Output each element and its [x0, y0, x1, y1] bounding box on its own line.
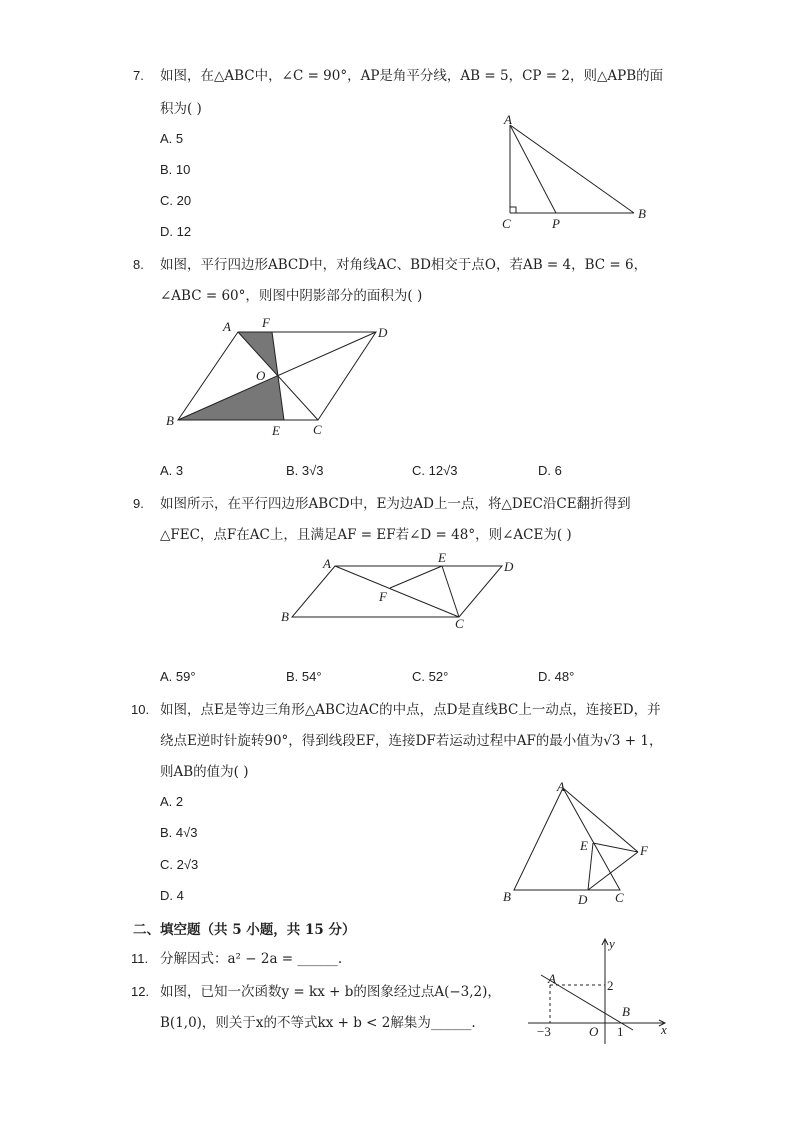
q9-option-d[interactable]: D. 48° — [538, 669, 575, 684]
q10-label-c: C — [615, 890, 624, 905]
q7-stem-line1: 如图，在△ABC中，∠C = 90°，AP是角平分线，AB = 5，CP = 2，则△APB的面 — [160, 68, 664, 84]
q7-label-c: C — [502, 216, 511, 231]
q8-label-f: F — [262, 315, 270, 330]
q12-label-one: 1 — [617, 1024, 624, 1039]
q7-option-d[interactable]: D. 12 — [160, 224, 192, 239]
q9-option-c[interactable]: C. 52° — [412, 669, 449, 684]
q10-label-d: D — [578, 892, 588, 907]
q11-number: 11. — [131, 951, 149, 966]
q9-label-c: C — [455, 616, 464, 631]
q10-stem-line2: 绕点E逆时针旋转90°，得到线段EF，连接DF若运动过程中AF的最小值为√3 + 1， — [160, 733, 663, 749]
q10-label-b: B — [503, 889, 511, 904]
q7-option-b[interactable]: B. 10 — [160, 162, 191, 177]
q12-label-x: x — [661, 1022, 667, 1037]
q8-label-c: C — [313, 422, 322, 437]
q12-number: 12. — [131, 984, 150, 999]
q8-number: 8. — [133, 257, 144, 272]
q8-option-c[interactable]: C. 12√3 — [412, 463, 458, 478]
q10-option-b[interactable]: B. 4√3 — [160, 825, 198, 840]
q10-label-a: A — [557, 779, 565, 794]
q7-label-b: B — [638, 206, 646, 221]
q12-label-y: y — [609, 936, 615, 951]
q9-label-e: E — [438, 550, 446, 565]
q10-label-e: E — [580, 838, 588, 853]
q9-label-b: B — [281, 609, 289, 624]
q9-number: 9. — [133, 496, 144, 511]
q10-stem-line1: 如图，点E是等边三角形△ABC边AC的中点，点D是直线BC上一动点，连接ED，并 — [160, 702, 661, 718]
q10-number: 10. — [131, 702, 150, 717]
q9-option-a[interactable]: A. 59° — [160, 669, 196, 684]
q9-stem-line1: 如图所示，在平行四边形ABCD中，E为边AD上一点，将△DEC沿CE翻折得到 — [160, 496, 631, 512]
q9-label-a: A — [323, 556, 331, 571]
q8-option-d[interactable]: D. 6 — [538, 463, 562, 478]
q7-option-c[interactable]: C. 20 — [160, 193, 192, 208]
q8-label-b: B — [166, 413, 174, 428]
q9-stem-line2: △FEC，点F在AC上，且满足AF = EF若∠D = 48°，则∠ACE为( ) — [160, 527, 572, 543]
q12-label-neg3: −3 — [537, 1024, 551, 1039]
q12-label-o: O — [589, 1024, 599, 1039]
q12-label-b: B — [622, 1004, 630, 1019]
q10-stem-line3: 则AB的值为( ) — [160, 764, 249, 780]
q10-option-d[interactable]: D. 4 — [160, 888, 184, 903]
q8-label-e: E — [272, 423, 280, 438]
q7-stem-line2: 积为( ) — [160, 101, 202, 117]
q8-stem-line1: 如图，平行四边形ABCD中，对角线AC、BD相交于点O，若AB = 4，BC = 6， — [160, 257, 648, 273]
q7-label-a: A — [504, 112, 512, 127]
q8-label-o: O — [256, 368, 266, 383]
q8-option-b[interactable]: B. 3√3 — [286, 463, 324, 478]
q7-number: 7. — [133, 68, 144, 83]
q12-label-two: 2 — [607, 978, 614, 993]
q8-label-d: D — [378, 325, 388, 340]
q8-stem-line2: ∠ABC = 60°，则图中阴影部分的面积为( ) — [160, 288, 423, 304]
q8-label-a: A — [223, 319, 231, 334]
q10-label-f: F — [640, 843, 648, 858]
q10-option-a[interactable]: A. 2 — [160, 794, 184, 809]
q12-stem-line2: B(1,0)，则关于x的不等式kx + b < 2解集为______. — [160, 1015, 476, 1031]
q9-option-b[interactable]: B. 54° — [286, 669, 322, 684]
section-heading-fill-in: 二、填空题（共 5 小题，共 15 分） — [133, 922, 356, 938]
q7-label-p: P — [552, 216, 560, 231]
q12-stem-line1: 如图，已知一次函数y = kx + b的图象经过点A(−3,2)， — [160, 984, 501, 1000]
q12-label-a: A — [548, 971, 556, 986]
q7-option-a[interactable]: A. 5 — [160, 131, 184, 146]
q8-option-a[interactable]: A. 3 — [160, 463, 184, 478]
q10-option-c[interactable]: C. 2√3 — [160, 857, 199, 872]
q11-stem: 分解因式：a² − 2a = ______. — [160, 951, 343, 967]
q9-label-f: F — [379, 589, 387, 604]
q9-label-d: D — [504, 559, 514, 574]
